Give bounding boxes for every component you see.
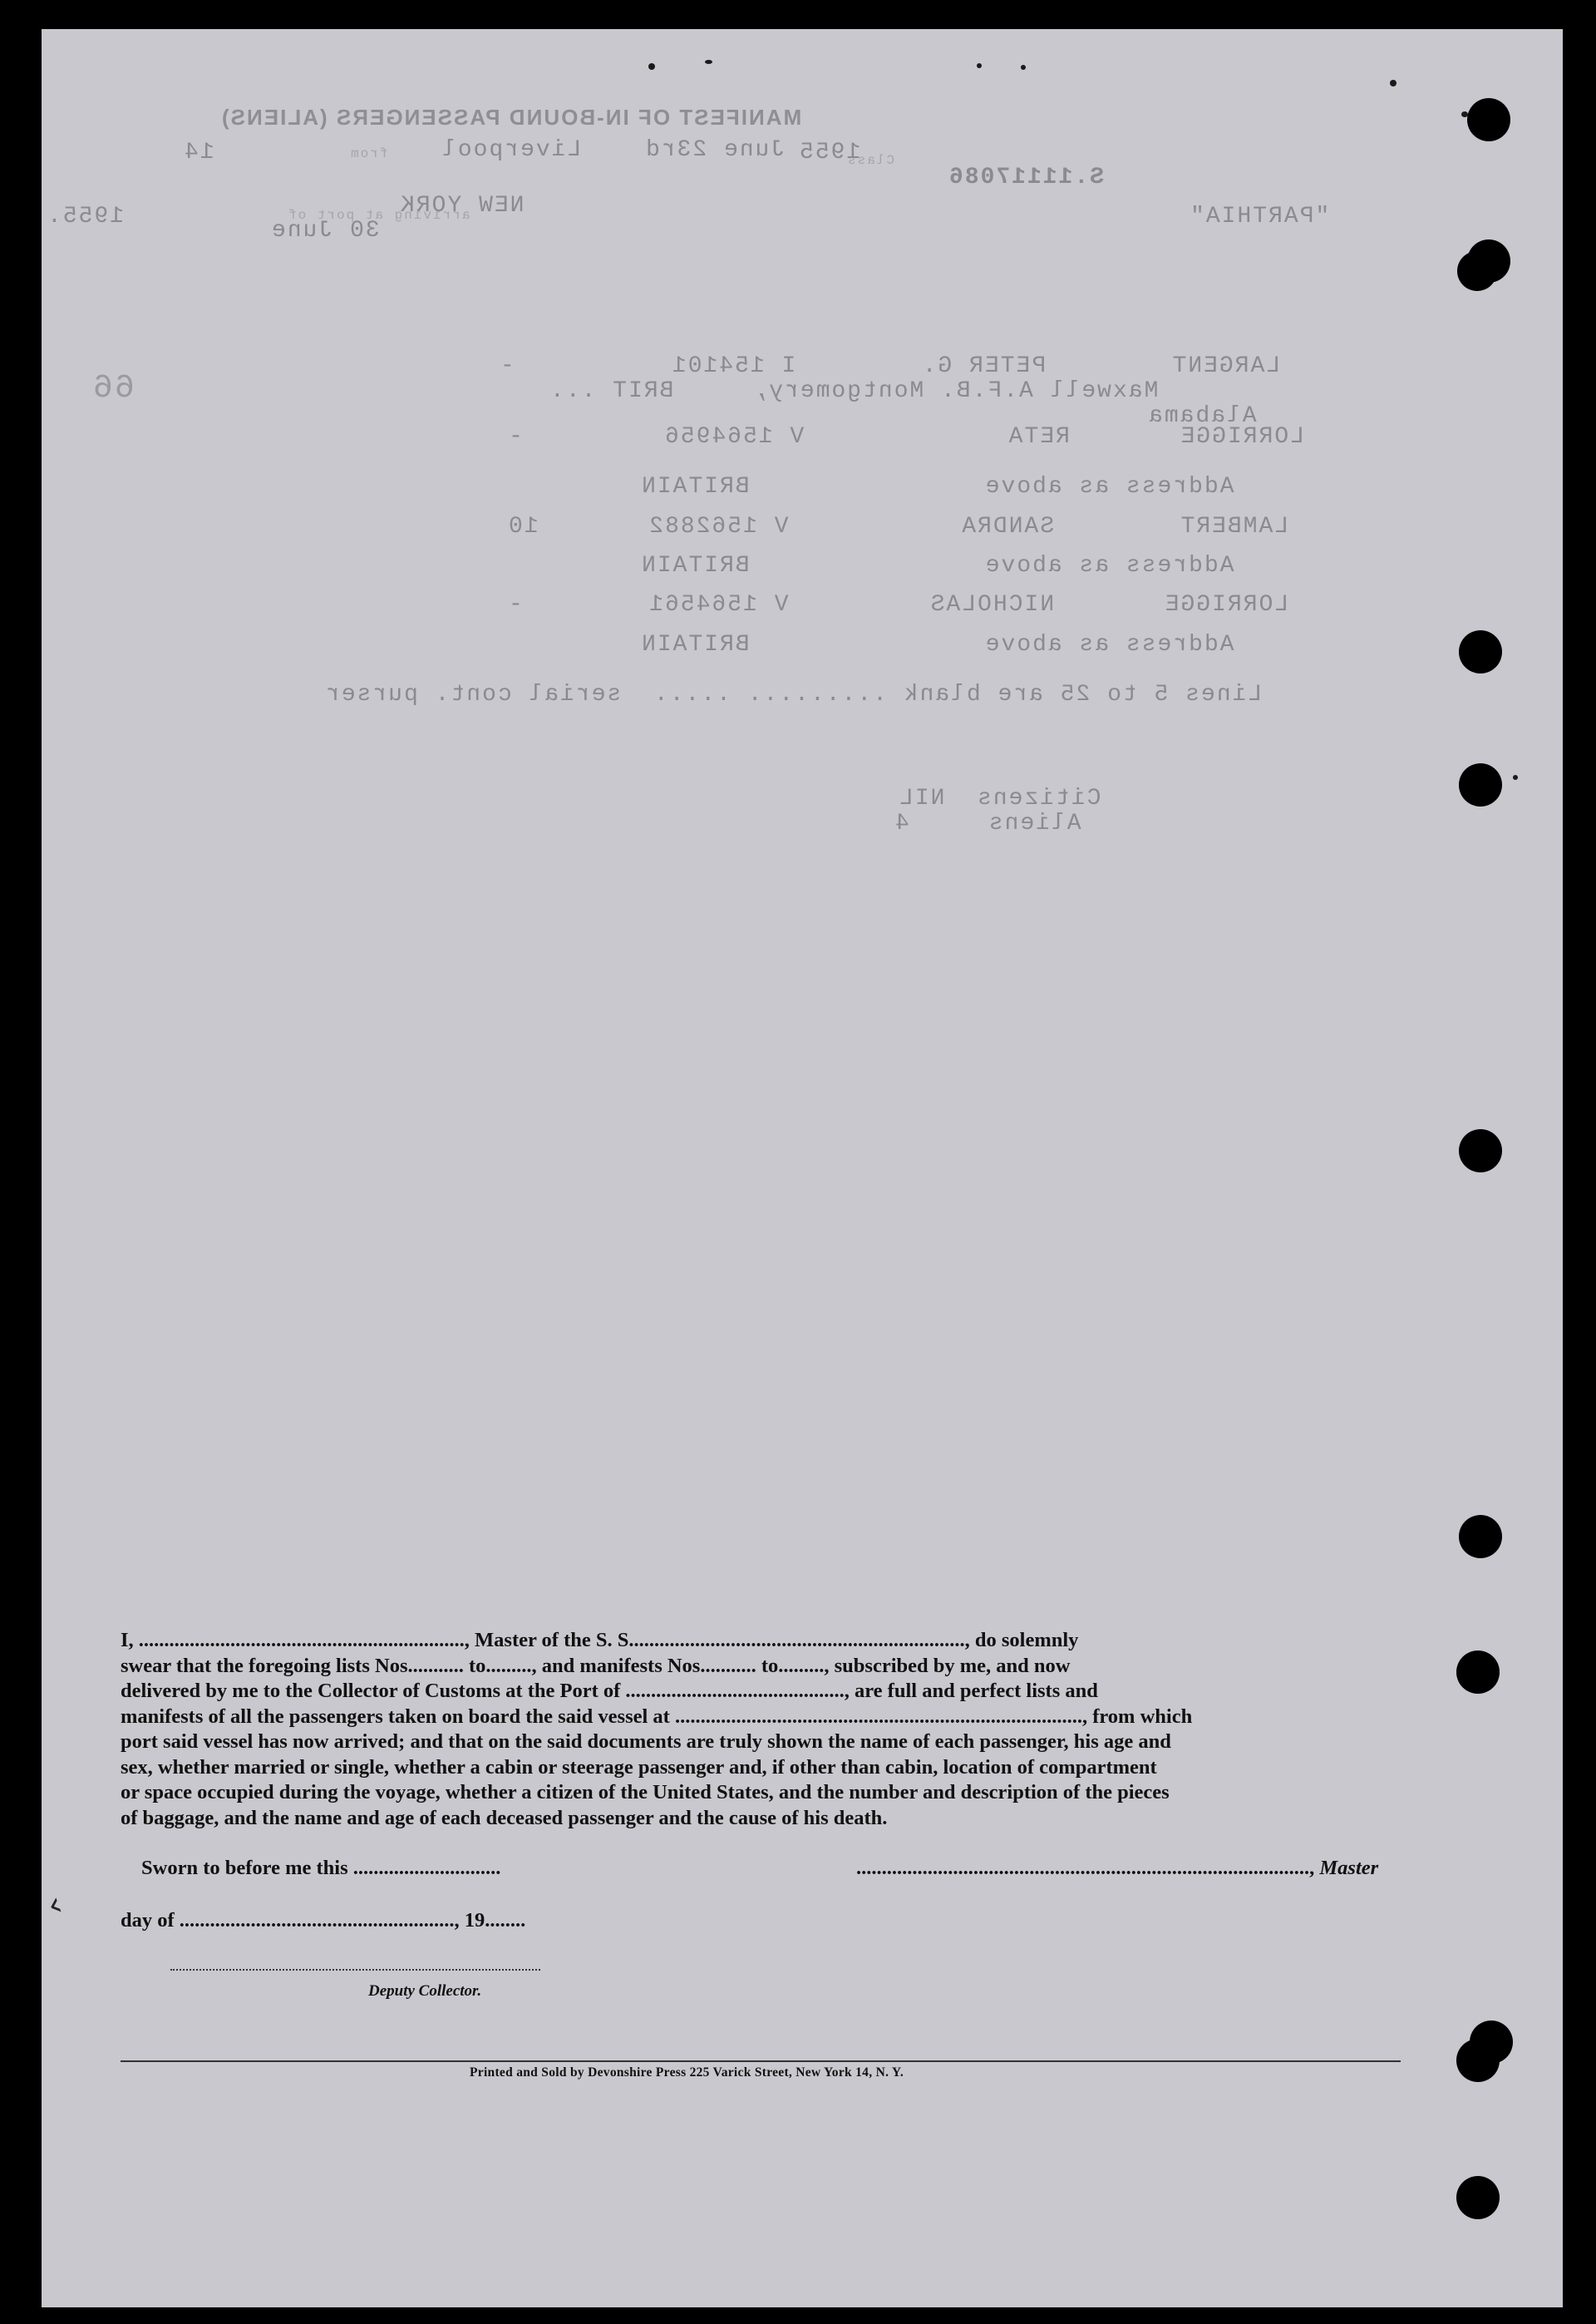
- oath-line: sex, whether married or single, whether a cabin or steerage passenger and, if other than cabin, location of compartment: [121, 1755, 1157, 1779]
- bleed-entry: Address as above BRITAIN: [640, 553, 1234, 579]
- bleed-arrival-date: 30 June: [270, 218, 380, 244]
- oath-line: or space occupied during the voyage, whether a citizen of the United States, and the number and description of the pieces: [121, 1781, 1170, 1803]
- footer-rule: [121, 2060, 1401, 2062]
- dust-speck: [977, 63, 982, 68]
- dust-speck: [1390, 80, 1396, 86]
- bleed-entry: LARGENT PETER G. I 154101 -: [499, 353, 1281, 379]
- bleed-entry: Maxwell A.F.B. Montgomery, BRIT ...: [549, 378, 1159, 404]
- bleed-entry: LAMBERT SANDRA V 1562882 10: [507, 514, 1289, 540]
- deputy-collector-signature-line: [170, 1969, 540, 1971]
- bleed-entry: Citizens NIL: [898, 786, 1101, 812]
- master-signature-line: [856, 1857, 1378, 1880]
- master-signature-dots: .........................................................................................,: [856, 1857, 1315, 1879]
- punch-hole: [1456, 2176, 1500, 2219]
- bleed-class-label: Class: [846, 153, 895, 168]
- dust-speck: [648, 63, 655, 70]
- oath-line: manifests of all the passengers taken on board the said vessel at ................................................................................, from which: [121, 1705, 1193, 1728]
- punch-hole: [1459, 1515, 1502, 1558]
- punch-hole: [1459, 1129, 1502, 1172]
- oath-line: swear that the foregoing lists Nos........... to........., and manifests Nos........... to........., subscribed by me, and now: [121, 1654, 1071, 1677]
- day-of-line: day of ......................................................, 19........: [121, 1909, 526, 1932]
- bleed-entry: LORRIGGE NICHOLAS V 1564561 -: [507, 592, 1289, 618]
- dust-speck: [705, 60, 712, 64]
- check-mark: ‹: [42, 1884, 68, 1926]
- oath-line: I, ................................................................, Master of the S. S.................................................................., do solemnly: [121, 1629, 1079, 1651]
- punch-hole: [1459, 763, 1502, 807]
- bleed-line-no: 66: [91, 370, 135, 407]
- dust-speck: [1021, 65, 1026, 70]
- bleed-arriving-label: arriving at port of: [287, 208, 470, 223]
- deputy-collector-label: Deputy Collector.: [368, 1982, 482, 2000]
- punch-hole: [1456, 1650, 1500, 1694]
- punch-hole: [1457, 251, 1497, 291]
- oath-line: of baggage, and the name and age of each deceased passenger and the cause of his death.: [121, 1806, 888, 1829]
- bleed-header-title: MANIFEST OF IN-BOUND PASSENGERS (ALIENS): [220, 105, 802, 130]
- bleed-entry: Address as above BRITAIN: [640, 632, 1234, 658]
- bleed-year-b: 1955.: [46, 204, 125, 229]
- oath-line: delivered by me to the Collector of Customs at the Port of ..........................................., are full and perfect lists and: [121, 1680, 1098, 1702]
- printer-imprint: Printed and Sold by Devonshire Press 225 Varick Street, New York 14, N. Y.: [470, 2065, 904, 2080]
- punch-hole: [1459, 630, 1502, 674]
- bleed-from-label: from: [349, 146, 388, 161]
- sworn-before-line: Sworn to before me this .............................: [141, 1857, 501, 1879]
- bleed-serial: S.11117086: [948, 165, 1105, 190]
- bleed-entry: Aliens 4: [894, 811, 1081, 836]
- bleed-list-no: 14: [183, 140, 214, 165]
- dust-speck: [1513, 775, 1518, 780]
- bleed-from-port: Liverpool: [441, 137, 582, 163]
- bleed-year-a: 1955: [798, 140, 861, 165]
- bleed-sail-date: June 23rd: [644, 137, 786, 163]
- bleed-entry: LORRIGGE RETA V 1564956 -: [507, 424, 1304, 450]
- master-label: Master: [1319, 1857, 1379, 1879]
- master-oath: [121, 1628, 1405, 1831]
- bleed-arrival-port: NEW YORK: [399, 193, 525, 219]
- bleed-vessel: "PARTHIA": [1189, 204, 1330, 229]
- bleed-entry: Address as above BRITAIN: [640, 474, 1234, 500]
- bleed-entry: Alabama: [1147, 403, 1257, 429]
- punch-hole: [1467, 98, 1510, 141]
- bleed-entry: Lines 5 to 25 are blank ......... ..... serial cont. purser: [324, 682, 1263, 708]
- oath-line: port said vessel has now arrived; and that on the said documents are truly shown the name of each passenger, his age and: [121, 1730, 1171, 1753]
- dust-speck: [1461, 111, 1468, 117]
- punch-hole: [1456, 2039, 1500, 2082]
